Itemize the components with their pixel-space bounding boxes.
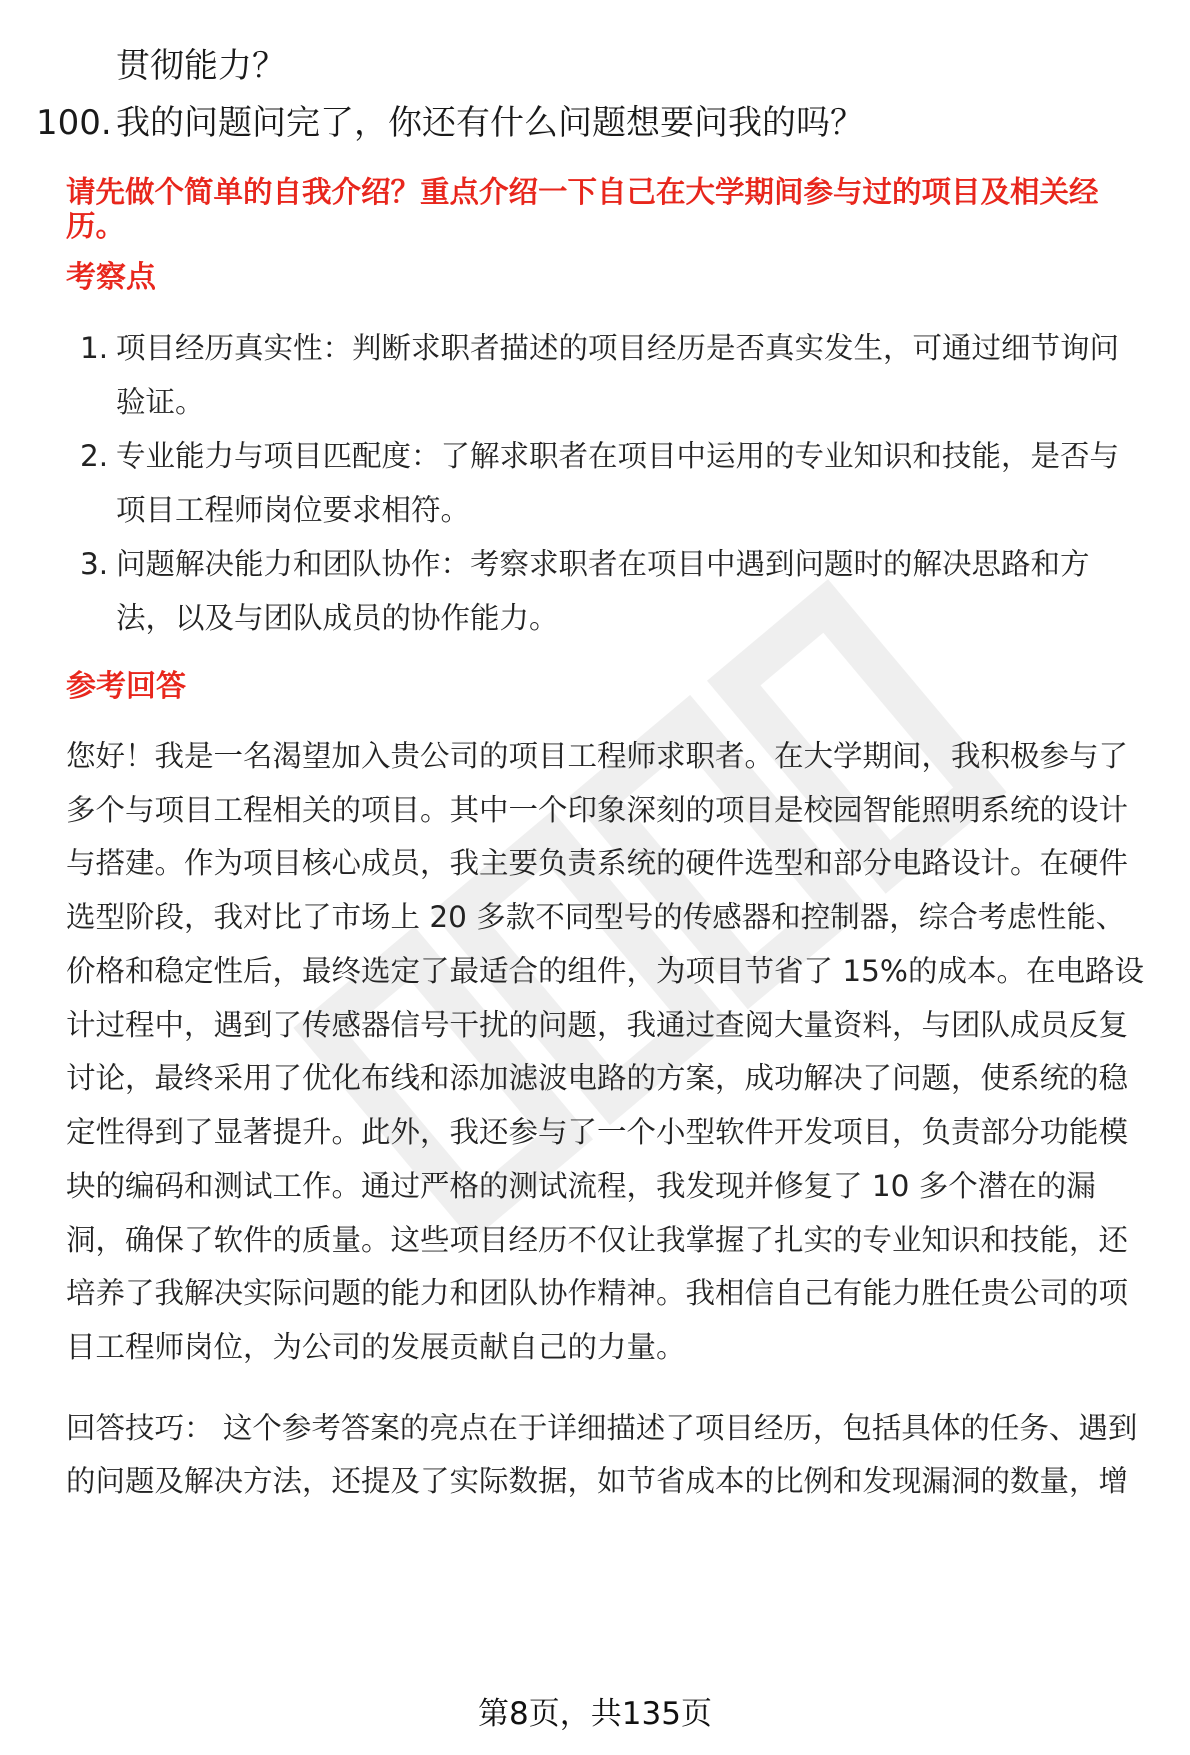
focus-item-2-number: 2.: [80, 439, 109, 473]
focus-item-2-line-1: 专业能力与项目匹配度：了解求职者在项目中运用的专业知识和技能，是否与: [116, 439, 1120, 473]
answer-line: 讨论，最终采用了优化布线和添加滤波电路的方案，成功解决了问题，使系统的稳: [66, 1061, 1129, 1095]
focus-item-1-line-1: 项目经历真实性：判断求职者描述的项目经历是否真实发生，可通过细节询问: [116, 331, 1120, 365]
page-number-footer: 第8页，共135页: [478, 1696, 712, 1732]
answer-line: 计过程中，遇到了传感器信号干扰的问题，我通过查阅大量资料，与团队成员反复: [66, 1008, 1129, 1042]
answer-line: 价格和稳定性后，最终选定了最适合的组件，为项目节省了 15%的成本。在电路设: [66, 954, 1144, 988]
focus-item-1-line-2: 验证。: [116, 385, 205, 419]
answer-line: 多个与项目工程相关的项目。其中一个印象深刻的项目是校园智能照明系统的设计: [66, 793, 1129, 827]
focus-item-3-line-1: 问题解决能力和团队协作：考察求职者在项目中遇到问题时的解决思路和方: [116, 547, 1090, 581]
focus-item-2-line-2: 项目工程师岗位要求相符。: [116, 493, 471, 527]
focus-item-3-number: 3.: [80, 547, 109, 581]
answer-line: 培养了我解决实际问题的能力和团队协作精神。我相信自己有能力胜任贵公司的项: [66, 1276, 1129, 1310]
tips-line: 回答技巧： 这个参考答案的亮点在于详细描述了项目经历，包括具体的任务、遇到: [66, 1411, 1138, 1445]
focus-heading: 考察点: [66, 260, 156, 295]
question-100-text: 我的问题问完了，你还有什么问题想要问我的吗？: [116, 103, 864, 143]
answer-line: 您好！我是一名渴望加入贵公司的项目工程师求职者。在大学期间，我积极参与了: [66, 739, 1129, 773]
answer-line: 块的编码和测试工作。通过严格的测试流程，我发现并修复了 10 多个潜在的漏: [66, 1169, 1096, 1203]
answer-line: 与搭建。作为项目核心成员，我主要负责系统的硬件选型和部分电路设计。在硬件: [66, 846, 1129, 880]
main-question-line-2: 历。: [66, 209, 126, 243]
focus-item-1-number: 1.: [80, 331, 109, 365]
answer-line: 目工程师岗位，为公司的发展贡献自己的力量。: [66, 1330, 686, 1364]
main-question-line-1: 请先做个简单的自我介绍？重点介绍一下自己在大学期间参与过的项目及相关经: [66, 175, 1099, 209]
answer-line: 洞，确保了软件的质量。这些项目经历不仅让我掌握了扎实的专业知识和技能，还: [66, 1223, 1129, 1257]
previous-question-tail: 贯彻能力？: [116, 46, 286, 86]
tips-line: 的问题及解决方法，还提及了实际数据，如节省成本的比例和发现漏洞的数量，增: [66, 1464, 1129, 1498]
answer-line: 选型阶段，我对比了市场上 20 多款不同型号的传感器和控制器，综合考虑性能、: [66, 900, 1126, 934]
answer-heading: 参考回答: [66, 669, 186, 704]
focus-item-3-line-2: 法，以及与团队成员的协作能力。: [116, 601, 559, 635]
question-100-number: 100.: [36, 103, 112, 143]
answer-line: 定性得到了显著提升。此外，我还参与了一个小型软件开发项目，负责部分功能模: [66, 1115, 1129, 1149]
